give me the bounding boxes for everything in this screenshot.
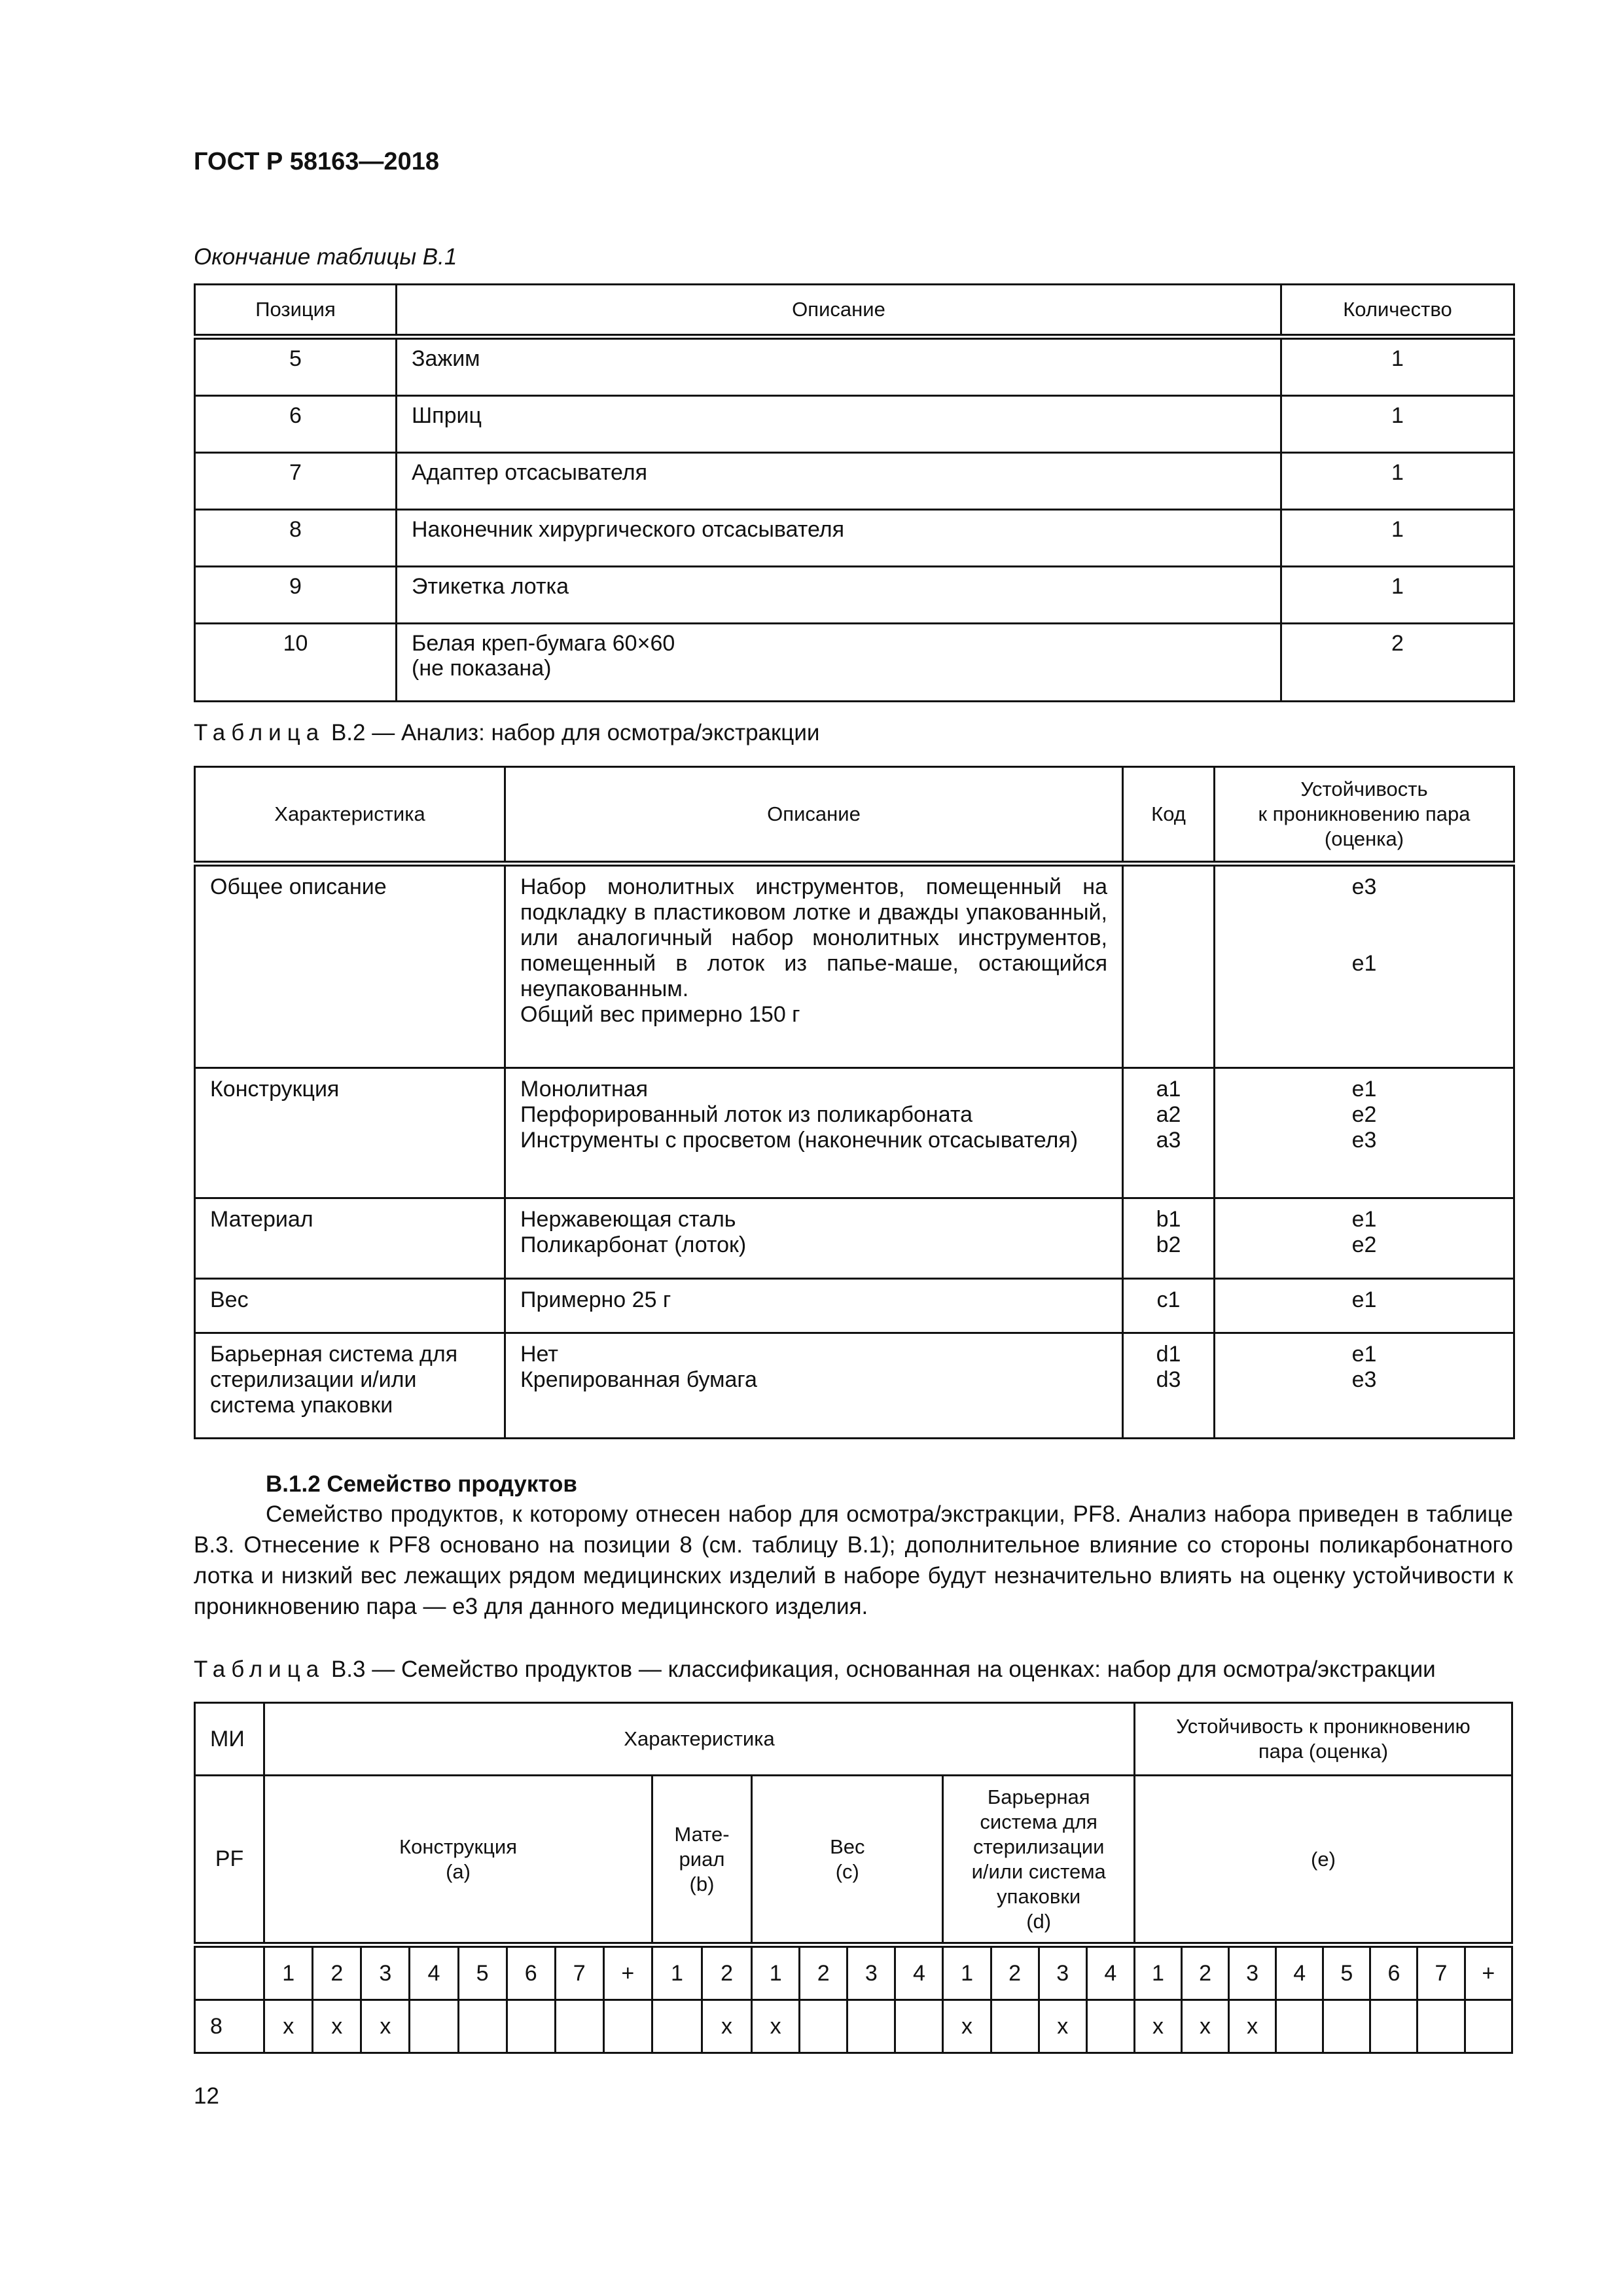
mark-cell: x [1134,2000,1181,2053]
quantity-cell: 1 [1281,510,1514,567]
table-b3 [194,1702,1513,2054]
mark-cell [895,2000,943,2053]
position-cell: 7 [195,453,397,510]
subcolumn-cell: 1 [1134,1945,1181,2000]
characteristic-cell: Общее описание [195,864,505,1068]
table-word: Таблица [194,720,325,745]
subcolumn-cell: 3 [1229,1945,1276,2000]
construction-header: Конструкция (a) [264,1776,652,1945]
code-cell: c1 [1123,1279,1215,1333]
code-cell [1123,864,1215,1068]
table-b1 [194,283,1515,702]
mark-cell [1323,2000,1370,2053]
position-cell: 9 [195,567,397,624]
description-cell: Монолитная Перфорированный лоток из поликарбоната Инструменты с просветом (наконечник отсасывателя) [505,1068,1123,1198]
quantity-cell: 1 [1281,337,1514,396]
subcolumn-cell: 5 [458,1945,507,2000]
position-cell: 6 [195,396,397,453]
mark-cell [603,2000,652,2053]
mark-cell: x [1181,2000,1228,2053]
subcolumn-cell: 2 [1181,1945,1228,2000]
column-header: Характеристика [195,767,505,864]
table-header-row [195,1703,1512,1776]
quantity-cell: 1 [1281,453,1514,510]
subcolumn-cell: 3 [361,1945,410,2000]
document-code: ГОСТ Р 58163—2018 [194,148,439,175]
mark-cell [507,2000,555,2053]
quantity-cell: 1 [1281,567,1514,624]
subcolumn-cell: 7 [555,1945,603,2000]
table-row [195,567,1514,624]
subcolumn-cell: 1 [752,1945,800,2000]
mark-cell [652,2000,702,2053]
mark-cell: x [1039,2000,1086,2053]
page-number: 12 [194,2083,219,2109]
mark-cell [1465,2000,1512,2053]
rating-cell: e1 e2 e3 [1215,1068,1514,1198]
description-cell: Наконечник хирургического отсасывателя [397,510,1281,567]
subcolumn-cell: 2 [702,1945,752,2000]
rating-cell: e1 e3 [1215,1333,1514,1439]
subcolumn-row [195,1945,1512,2000]
mark-cell [555,2000,603,2053]
subcolumn-cell: 6 [1370,1945,1418,2000]
caption-text: В.3 — Семейство продуктов — классификация, основанная на оценках: набор для осмотра/экстракции [325,1657,1436,1682]
quantity-cell: 2 [1281,624,1514,702]
description-cell: Шприц [397,396,1281,453]
caption-text: В.2 — Анализ: набор для осмотра/экстракции [325,720,820,745]
pf-header: PF [195,1776,264,1945]
mi-header: МИ [195,1703,264,1776]
column-header: Устойчивость к проникновению пара (оценка) [1215,767,1514,864]
weight-header: Вес (c) [752,1776,943,1945]
characteristic-cell: Материал [195,1198,505,1279]
table-row [195,396,1514,453]
table-word: Таблица [194,1657,325,1682]
mark-cell [1418,2000,1465,2053]
position-cell: 5 [195,337,397,396]
section-paragraph: Семейство продуктов, к которому отнесен набор для осмотра/экстракции, PF8. Анализ набора приведен в таблице В.3. Отнесение к PF8 основано на позиции 8 (см. таблицу В.1); дополнительное влияние со стороны поликарбонатного лотка и низкий вес лежащих рядом медицинских изделий в наборе будут незначительно влиять на оценку устойчивости к проникновению пара — e3 для данного медицинского изделия. [194,1501,1513,1619]
mark-cell [800,2000,847,2053]
rating-cell: e1 e2 [1215,1198,1514,1279]
table-row [195,1279,1514,1333]
code-cell: b1 b2 [1123,1198,1215,1279]
table-b2 [194,766,1515,1439]
description-cell: Набор монолитных инструментов, помещенный на подкладку в пластиковом лотке и дважды упакованный, или аналогичный набор монолитных инструментов, помещенный в лоток из папье-маше, остающийся неупакованным. Общий вес примерно 150 г [505,864,1123,1068]
table-header-row [195,1776,1512,1945]
table-row [195,510,1514,567]
subcolumn-cell: 3 [847,1945,895,2000]
description-cell: Этикетка лотка [397,567,1281,624]
code-cell: a1 a2 a3 [1123,1068,1215,1198]
empty-cell [195,1945,264,2000]
subcolumn-cell: + [603,1945,652,2000]
rating-header: Устойчивость к проникновению пара (оценка) [1134,1703,1512,1776]
table-header-row [195,285,1514,337]
subcolumn-cell: 2 [800,1945,847,2000]
rating-cell: e3 e1 [1215,864,1514,1068]
description-cell: Зажим [397,337,1281,396]
column-header: Описание [505,767,1123,864]
subcolumn-cell: 2 [991,1945,1039,2000]
description-cell: Нержавеющая сталь Поликарбонат (лоток) [505,1198,1123,1279]
characteristic-cell: Конструкция [195,1068,505,1198]
table-b3-caption [194,1657,1436,1683]
mark-cell: x [943,2000,991,2053]
mark-cell [991,2000,1039,2053]
mark-cell [458,2000,507,2053]
description-cell: Адаптер отсасывателя [397,453,1281,510]
table-row [195,864,1514,1068]
rating-group-header: (e) [1134,1776,1512,1945]
subcolumn-cell: 1 [943,1945,991,2000]
mark-cell [847,2000,895,2053]
mark-cell: x [313,2000,361,2053]
table-row [195,453,1514,510]
mark-cell [1370,2000,1418,2053]
table-row [195,1068,1514,1198]
description-cell: Примерно 25 г [505,1279,1123,1333]
code-cell: d1 d3 [1123,1333,1215,1439]
table-row [195,337,1514,396]
subcolumn-cell: 2 [313,1945,361,2000]
subcolumn-cell: 1 [652,1945,702,2000]
column-header: Код [1123,767,1215,864]
barrier-header: Барьерная система для стерилизации и/или система упаковки (d) [943,1776,1134,1945]
position-cell: 10 [195,624,397,702]
mark-cell [1086,2000,1134,2053]
subcolumn-cell: 1 [264,1945,313,2000]
characteristic-cell: Барьерная система для стерилизации и/или система упаковки [195,1333,505,1439]
column-header: Описание [397,285,1281,337]
mark-cell: x [702,2000,752,2053]
description-cell: Нет Крепированная бумага [505,1333,1123,1439]
mark-cell: x [264,2000,313,2053]
column-header: Позиция [195,285,397,337]
mark-cell [1276,2000,1323,2053]
subcolumn-cell: 6 [507,1945,555,2000]
subcolumn-cell: 4 [410,1945,458,2000]
position-cell: 8 [195,510,397,567]
table-row [195,1333,1514,1439]
table-b2-caption [194,720,819,746]
subcolumn-cell: 4 [1086,1945,1134,2000]
quantity-cell: 1 [1281,396,1514,453]
pf-value-cell: 8 [195,2000,264,2053]
subcolumn-cell: + [1465,1945,1512,2000]
description-cell: Белая креп-бумага 60×60 (не показана) [397,624,1281,702]
mark-cell: x [1229,2000,1276,2053]
column-header: Количество [1281,285,1514,337]
characteristic-cell: Вес [195,1279,505,1333]
characteristic-header: Характеристика [264,1703,1135,1776]
subcolumn-cell: 4 [1276,1945,1323,2000]
table-row [195,624,1514,702]
table-row [195,2000,1512,2053]
table-row [195,1198,1514,1279]
section-title: В.1.2 Семейство продуктов [266,1471,577,1497]
mark-cell: x [752,2000,800,2053]
mark-cell [410,2000,458,2053]
mark-cell: x [361,2000,410,2053]
table-header-row [195,767,1514,864]
subcolumn-cell: 5 [1323,1945,1370,2000]
subcolumn-cell: 4 [895,1945,943,2000]
material-header: Мате- риал (b) [652,1776,751,1945]
rating-cell: e1 [1215,1279,1514,1333]
subcolumn-cell: 3 [1039,1945,1086,2000]
subcolumn-cell: 7 [1418,1945,1465,2000]
table-b1-caption: Окончание таблицы В.1 [194,244,457,270]
